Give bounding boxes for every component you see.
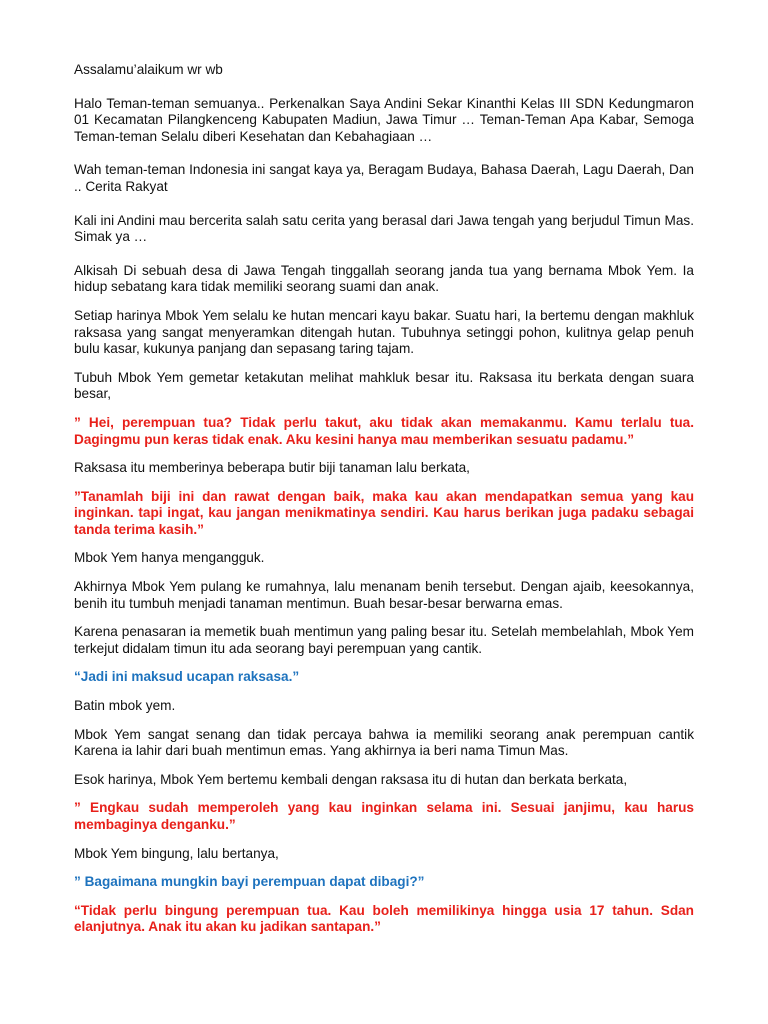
- story-paragraph: Tubuh Mbok Yem gemetar ketakutan melihat mahkluk besar itu. Raksasa itu berkata dengan suara besar,: [74, 369, 694, 402]
- introduction-paragraph: Halo Teman-teman semuanya.. Perkenalkan Saya Andini Sekar Kinanthi Kelas III SDN Kedungmaron 01 Kecamatan Pilangkenceng Kabupaten Madiun, Jawa Timur … Teman-Teman Apa Kabar, Semoga Teman-teman Selalu diberi Kesehatan dan Kebahagiaan …: [74, 95, 694, 144]
- story-paragraph: Mbok Yem bingung, lalu bertanya,: [74, 845, 279, 861]
- document-page: [74, 62, 694, 936]
- giant-dialogue-quote: “Tidak perlu bingung perempuan tua. Kau boleh memilikinya hingga usia 17 tahun. Sdan elanjutnya. Anak itu akan ku jadikan santapan.”: [74, 902, 694, 935]
- giant-dialogue-quote: ”Tanamlah biji ini dan rawat dengan baik, maka kau akan mendapatkan semua yang kau inginkan. tapi ingat, kau jangan menikmatinya sendiri. Kau harus berikan juga padaku sebagai tanda terima kasih.”: [74, 488, 694, 537]
- story-paragraph: Esok harinya, Mbok Yem bertemu kembali dengan raksasa itu di hutan dan berkata berkata,: [74, 771, 628, 787]
- story-paragraph: Batin mbok yem.: [74, 698, 176, 714]
- story-paragraph: Alkisah Di sebuah desa di Jawa Tengah tinggallah seorang janda tua yang bernama Mbok Yem. Ia hidup sebatang kara tidak memiliki seorang suami dan anak.: [74, 262, 694, 295]
- giant-dialogue-quote: ” Hei, perempuan tua? Tidak perlu takut, aku tidak akan memakanmu. Kamu terlalu tua. Dagingmu pun keras tidak enak. Aku kesini hanya mau memberikan sesuatu padamu.”: [74, 414, 694, 447]
- giant-dialogue-quote: ” Engkau sudah memperoleh yang kau inginkan selama ini. Sesuai janjimu, kau harus membaginya denganku.”: [74, 800, 694, 832]
- culture-paragraph: Wah teman-teman Indonesia ini sangat kaya ya, Beragam Budaya, Bahasa Daerah, Lagu Daerah, Dan .. Cerita Rakyat: [74, 162, 694, 194]
- greeting-paragraph: Assalamu’alaikum wr wb: [74, 62, 223, 77]
- story-paragraph: Mbok Yem hanya mengangguk.: [74, 550, 265, 566]
- story-paragraph: Karena penasaran ia memetik buah mentimun yang paling besar itu. Setelah membelahlah, Mbok Yem terkejut didalam timun itu ada seorang bayi perempuan yang cantik.: [74, 624, 694, 656]
- mbok-yem-dialogue-quote: “Jadi ini maksud ucapan raksasa.”: [74, 669, 300, 685]
- story-paragraph: Mbok Yem sangat senang dan tidak percaya bahwa ia memiliki seorang anak perempuan cantik Karena ia lahir dari buah mentimun emas. Yang akhirnya ia beri nama Timun Mas.: [74, 726, 694, 759]
- story-paragraph: Akhirnya Mbok Yem pulang ke rumahnya, lalu menanam benih tersebut. Dengan ajaib, keesokannya, benih itu tumbuh menjadi tanaman mentimun. Buah besar-besar berwarna emas.: [74, 579, 694, 611]
- story-paragraph: Setiap harinya Mbok Yem selalu ke hutan mencari kayu bakar. Suatu hari, Ia bertemu dengan makhluk raksasa yang sangat menyeramkan ditengah hutan. Tubuhnya setinggi pohon, kulitnya gelap penuh bulu kasar, kukunya panjang dan sepasang taring tajam.: [74, 307, 694, 357]
- story-intro-paragraph: Kali ini Andini mau bercerita salah satu cerita yang berasal dari Jawa tengah yang berjudul Timun Mas. Simak ya …: [74, 212, 694, 245]
- mbok-yem-dialogue-quote: ” Bagaimana mungkin bayi perempuan dapat dibagi?”: [74, 874, 425, 890]
- story-paragraph: Raksasa itu memberinya beberapa butir biji tanaman lalu berkata,: [74, 460, 470, 476]
